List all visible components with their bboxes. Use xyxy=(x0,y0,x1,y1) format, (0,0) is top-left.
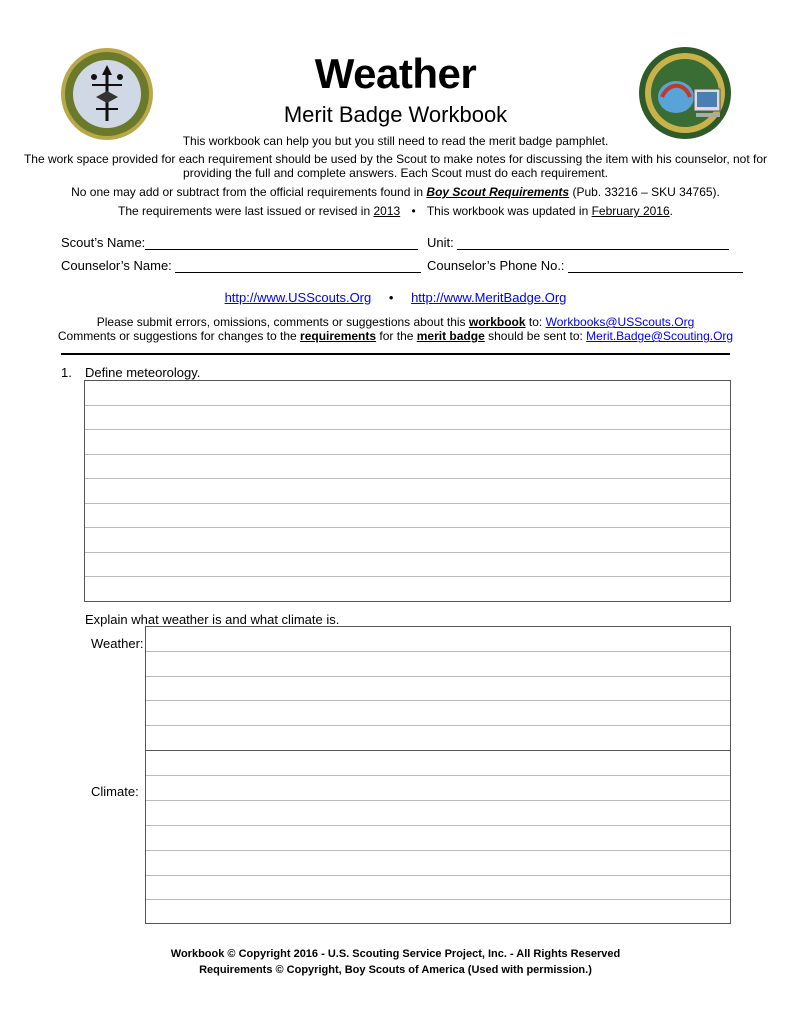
answer-line xyxy=(146,651,730,652)
intro-text: This workbook can help you but you still need to read the merit badge pamphlet. xyxy=(182,134,609,148)
workspace-text-line1: The work space provided for each requirement should be used by the Scout to make notes for discussing the item with his counselor, not for xyxy=(23,152,768,166)
footer-copyright-line2: Requirements © Copyright, Boy Scouts of America (Used with permission.) xyxy=(199,964,592,976)
usscouts-link[interactable]: http://www.USScouts.Org xyxy=(224,290,372,305)
meritbadge-link[interactable]: http://www.MeritBadge.Org xyxy=(411,290,567,305)
weather-label: Weather: xyxy=(91,636,144,651)
req1-number: 1. xyxy=(61,365,72,380)
answer-line xyxy=(85,552,730,553)
header-divider xyxy=(61,353,730,355)
workbooks-email-link[interactable]: Workbooks@USScouts.Org xyxy=(545,315,695,329)
answer-line xyxy=(85,503,730,504)
website-links: http://www.USScouts.Org • http://www.MeritBadge.Org xyxy=(224,290,567,305)
answer-line xyxy=(146,899,730,900)
revision-text: The requirements were last issued or revised in 2013 • This workbook was updated in February 2016. xyxy=(118,204,673,218)
unit-field[interactable]: Unit: xyxy=(427,235,729,250)
submit-changes-text: Comments or suggestions for changes to the requirements for the merit badge should be sent to: Merit.Badge@Scouting.Org xyxy=(57,329,734,343)
answer-line xyxy=(85,405,730,406)
answer-line xyxy=(146,700,730,701)
merit-badge-email-link[interactable]: Merit.Badge@Scouting.Org xyxy=(586,329,734,343)
counselor-phone-input[interactable] xyxy=(568,259,743,273)
official-requirements-text: No one may add or subtract from the official requirements found in Boy Scout Requirements (Pub. 33216 – SKU 34765). xyxy=(71,185,720,199)
answer-line xyxy=(146,875,730,876)
scout-name-field[interactable]: Scout’s Name: xyxy=(61,235,418,250)
answer-line xyxy=(146,725,730,726)
page-title: Weather xyxy=(314,50,477,97)
answer-line xyxy=(146,676,730,677)
answer-line xyxy=(146,850,730,851)
answer-line xyxy=(85,478,730,479)
page-subtitle: Merit Badge Workbook xyxy=(283,102,508,127)
weather-climate-answer-box[interactable] xyxy=(145,626,731,924)
answer-line xyxy=(85,576,730,577)
answer-line xyxy=(85,429,730,430)
climate-label: Climate: xyxy=(91,784,139,799)
meteorology-answer-box[interactable] xyxy=(84,380,731,602)
answer-line xyxy=(85,527,730,528)
footer-copyright-line1: Workbook © Copyright 2016 - U.S. Scouting Service Project, Inc. - All Rights Reserved xyxy=(170,948,621,960)
workspace-text-line2: providing the full and complete answers. Each Scout must do each requirement. xyxy=(183,166,608,180)
answer-line xyxy=(85,454,730,455)
answer-line xyxy=(146,775,730,776)
req1-text: Define meteorology. xyxy=(85,365,201,380)
explain-text: Explain what weather is and what climate is. xyxy=(85,612,340,627)
submit-errors-text: Please submit errors, omissions, comments or suggestions about this workbook to: Workbooks@USScouts.Org xyxy=(96,315,695,329)
counselor-phone-field[interactable]: Counselor’s Phone No.: xyxy=(427,258,743,273)
answer-line xyxy=(146,825,730,826)
counselor-name-field[interactable]: Counselor’s Name: xyxy=(61,258,421,273)
weather-climate-divider xyxy=(146,750,730,751)
book-title: Boy Scout Requirements xyxy=(426,185,570,199)
counselor-name-input[interactable] xyxy=(175,259,421,273)
scout-name-input[interactable] xyxy=(145,236,418,250)
answer-line xyxy=(146,800,730,801)
unit-input[interactable] xyxy=(457,236,729,250)
